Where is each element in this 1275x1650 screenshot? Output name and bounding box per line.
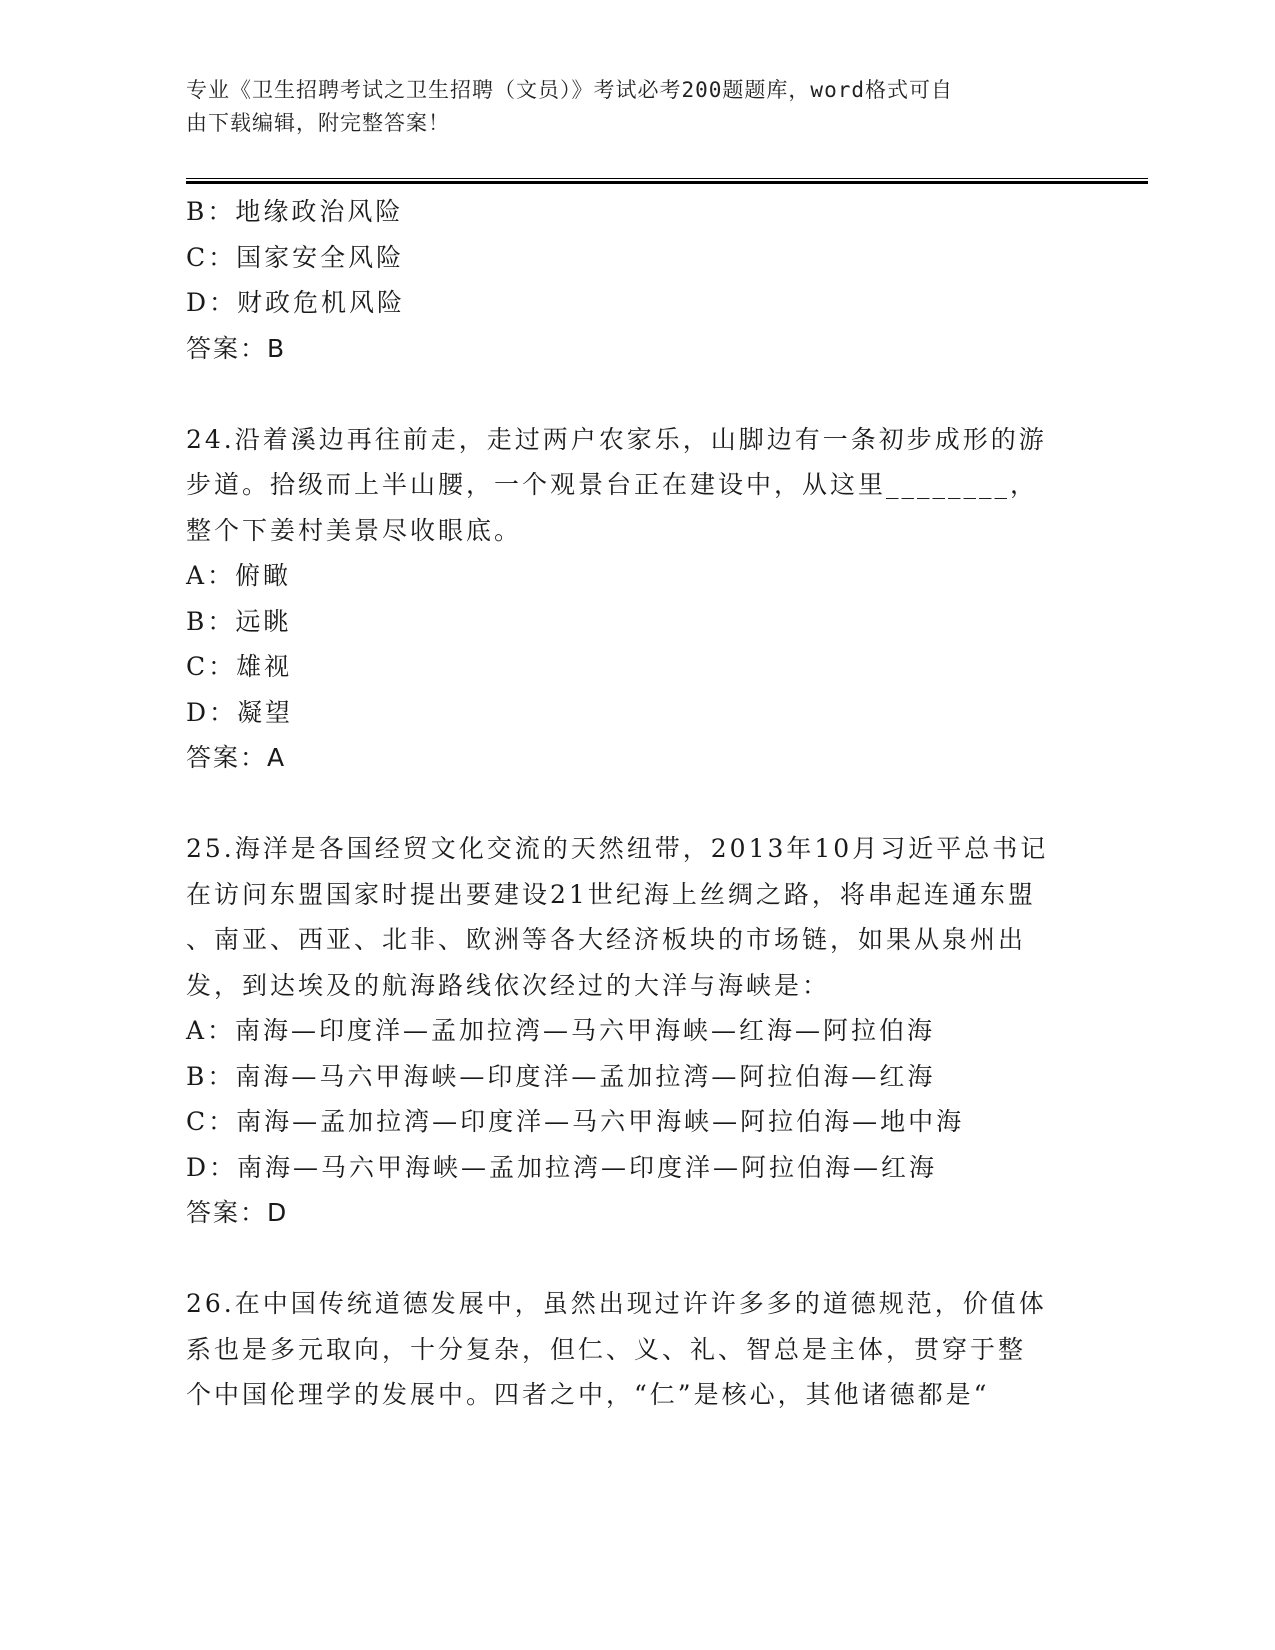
option-b: B：地缘政治风险 [186, 197, 404, 226]
question-text-line: 在访问东盟国家时提出要建设21世纪海上丝绸之路，将串起连通东盟 [186, 879, 1036, 909]
question-content [186, 189, 1086, 1418]
question-text-line: 24.沿着溪边再往前走，走过两户农家乐，山脚边有一条初步成形的游 [186, 424, 1047, 454]
option-d: D：南海—马六甲海峡—孟加拉湾—印度洋—阿拉伯海—红海 [186, 1152, 938, 1182]
question-text-line: 整个下姜村美景尽收眼底。 [186, 515, 523, 545]
option-b: B：南海—马六甲海峡—印度洋—孟加拉湾—阿拉伯海—红海 [186, 1061, 936, 1091]
option-c: C：雄视 [186, 652, 293, 681]
option-b: B：远眺 [186, 606, 292, 636]
header-divider-thin [186, 178, 1148, 179]
answer: 答案：A [186, 743, 287, 772]
question-25 [186, 826, 1086, 1236]
option-d: D：财政危机风险 [186, 288, 406, 317]
question-26 [186, 1281, 1086, 1418]
question-text-line: 25.海洋是各国经贸文化交流的天然纽带，2013年10月习近平总书记 [186, 834, 1049, 863]
question-23-tail [186, 189, 1086, 371]
question-text-line: 26.在中国传统道德发展中，虽然出现过许许多多的道德规范，价值体 [186, 1289, 1047, 1318]
answer: 答案：D [186, 1198, 289, 1227]
question-text-line: 步道。拾级而上半山腰，一个观景台正在建设中，从这里________， [186, 470, 1039, 499]
question-24 [186, 417, 1086, 781]
question-text-line: 发，到达埃及的航海路线依次经过的大洋与海峡是： [186, 970, 831, 1000]
question-text-line: 个中国伦理学的发展中。四者之中，“仁”是核心，其他诸德都是“ [186, 1380, 990, 1409]
answer: 答案：B [186, 333, 287, 363]
document-header [186, 74, 1066, 140]
option-c: C：国家安全风险 [186, 242, 405, 272]
option-a: A：俯瞰 [186, 561, 292, 590]
question-text-line: 、南亚、西亚、北非、欧洲等各大经济板块的市场链，如果从泉州出 [186, 925, 1027, 954]
question-text-line: 系也是多元取向，十分复杂，但仁、义、礼、智总是主体，贯穿于整 [186, 1334, 1027, 1364]
option-c: C：南海—孟加拉湾—印度洋—马六甲海峡—阿拉伯海—地中海 [186, 1107, 965, 1136]
header-line-2: 由下载编辑，附完整答案！ [186, 111, 450, 135]
option-a: A：南海—印度洋—孟加拉湾—马六甲海峡—红海—阿拉伯海 [186, 1016, 936, 1045]
header-divider-thick [186, 181, 1148, 184]
option-d: D：凝望 [186, 697, 294, 727]
header-line-1: 专业《卫生招聘考试之卫生招聘（文员）》考试必考200题题库，word格式可自 [186, 78, 953, 102]
